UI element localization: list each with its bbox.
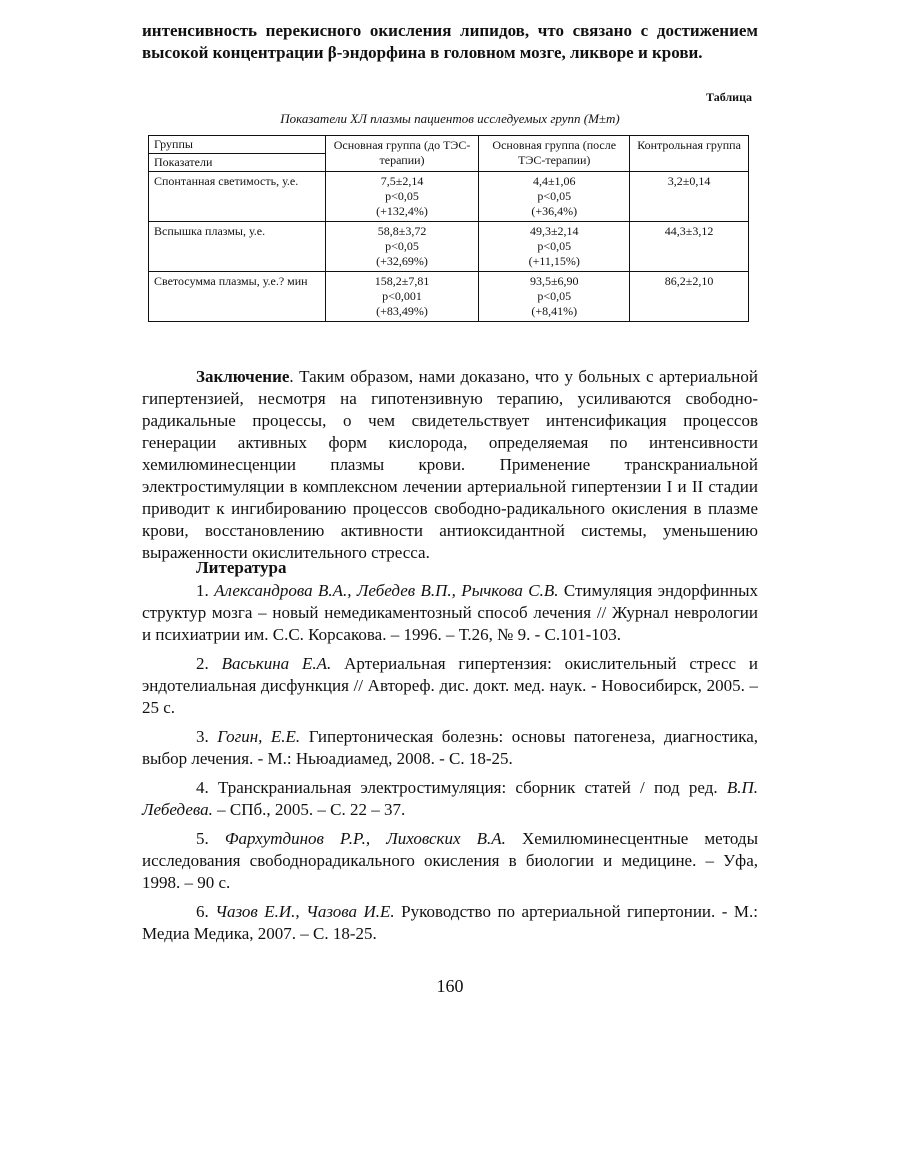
cell-after xyxy=(479,172,630,222)
cell-p: p<0,05 xyxy=(385,239,419,253)
table-row xyxy=(149,172,749,222)
cell-percent: (+8,41%) xyxy=(531,304,578,318)
ref-authors: Васькина Е.А. xyxy=(221,654,332,673)
cell-after xyxy=(479,272,630,322)
literature-heading: Литература xyxy=(196,558,287,577)
ref-number: 3. xyxy=(196,727,218,746)
table-label: Таблица xyxy=(706,90,752,104)
cell-p: p<0,001 xyxy=(382,289,422,303)
header-groups: Группы xyxy=(149,136,325,154)
header-col-main-after: Основная группа (после ТЭС-терапии) xyxy=(479,136,630,172)
table-header-row xyxy=(149,136,749,172)
cell-percent: (+83,49%) xyxy=(376,304,428,318)
reference-item xyxy=(142,580,758,646)
cell-value: 93,5±6,90 xyxy=(529,274,579,288)
ref-text: Хемилюминесцентные методы исследования свободнорадикального окисления в биологии и медицине. – Уфа, 1998. – 90 с. xyxy=(142,829,758,892)
cell-before xyxy=(325,172,479,222)
ref-authors: Фархутдинов Р.Р., Лиховских В.А. xyxy=(224,829,506,848)
cell-value: 158,2±7,81 xyxy=(374,274,430,288)
cell-value: 49,3±2,14 xyxy=(529,224,579,238)
cell-control: 86,2±2,10 xyxy=(630,272,749,322)
ref-number: 5. xyxy=(196,829,225,848)
cell-p: p<0,05 xyxy=(537,189,572,203)
cell-before xyxy=(325,222,479,272)
conclusion-text: . Таким образом, нами доказано, что у больных с артериальной гипертензией, несмотря на гипотензивную терапию, усиливаются свободно-радикальные процессы, о чем свидетельствует интенсификация процессов генерации активных форм кислорода, определяемая по интенсивности хемилюминесценции плазмы крови. Применение транскраниальной электростимуляции в комплексном лечении артериальной гипертензии I и II стадии приводит к ингибированию процессов свободно-радикального окисления в плазме крови, восстановлению активности антиоксидантной системы, уменьшению выраженности окислительного стресса. xyxy=(142,367,758,562)
row-indicator: Вспышка плазмы, у.е. xyxy=(149,222,326,272)
chemiluminescence-table xyxy=(148,135,749,322)
header-col-control: Контрольная группа xyxy=(630,136,749,172)
cell-control: 44,3±3,12 xyxy=(630,222,749,272)
cell-percent: (+36,4%) xyxy=(531,204,578,218)
row-indicator: Спонтанная светимость, у.е. xyxy=(149,172,326,222)
table-caption: Показатели ХЛ плазмы пациентов исследуемых групп (M±m) xyxy=(280,111,620,126)
ref-text: Гипертоническая болезнь: основы патогенеза, диагностика, выбор лечения. - М.: Ньюадиамед, 2008. - С. 18-25. xyxy=(142,727,759,768)
ref-number: 2. xyxy=(196,654,222,673)
ref-number: 1. xyxy=(196,581,215,600)
cell-p: p<0,05 xyxy=(537,239,572,253)
conclusion-lead: Заключение xyxy=(196,367,290,386)
cell-percent: (+132,4%) xyxy=(376,204,428,218)
ref-tail: – СПб., 2005. – С. 22 – 37. xyxy=(212,800,406,819)
ref-text: Артериальная гипертензия: окислительный стресс и эндотелиальная дисфункция // Автореф. дис. докт. мед. наук. - Новосибирск, 2005. – 25 с. xyxy=(142,654,758,717)
cell-p: p<0,05 xyxy=(537,289,572,303)
table-row xyxy=(149,272,749,322)
cell-value: 7,5±2,14 xyxy=(380,174,424,188)
header-groups-indicators xyxy=(149,136,326,172)
ref-text: Руководство по артериальной гипертонии. - М.: Медиа Медика, 2007. – С. 18-25. xyxy=(142,902,758,943)
ref-text: Стимуляция эндорфинных структур мозга – новый немедикаментозный способ лечения // Журнал неврологии и психиатрии им. С.С. Корсакова. – 1996. – Т.26, № 9. - С.101-103. xyxy=(142,581,758,644)
cell-before xyxy=(325,272,479,322)
cell-after xyxy=(479,222,630,272)
reference-item xyxy=(142,726,758,770)
table-row xyxy=(149,222,749,272)
intro-paragraph: интенсивность перекисного окисления липидов, что связано с достижением высокой концентрации β-эндорфина в головном мозге, ликворе и крови. xyxy=(142,21,758,62)
cell-p: p<0,05 xyxy=(385,189,419,203)
reference-item xyxy=(142,777,758,821)
cell-control: 3,2±0,14 xyxy=(630,172,749,222)
ref-authors: Александрова В.А., Лебедев В.П., Рычкова С.В. xyxy=(214,581,559,600)
cell-percent: (+32,69%) xyxy=(376,254,428,268)
ref-authors: Гогин, Е.Е. xyxy=(217,727,301,746)
row-indicator: Светосумма плазмы, у.е.? мин xyxy=(149,272,326,322)
ref-number: 4. xyxy=(196,778,218,797)
conclusion-paragraph xyxy=(142,366,758,564)
ref-number: 6. xyxy=(196,902,216,921)
ref-editor: В.П. Лебедева. xyxy=(142,778,758,819)
ref-authors: Чазов Е.И., Чазова И.Е. xyxy=(215,902,395,921)
header-col-main-before: Основная группа (до ТЭС-терапии) xyxy=(325,136,479,172)
cell-percent: (+11,15%) xyxy=(528,254,580,268)
cell-value: 58,8±3,72 xyxy=(377,224,427,238)
cell-value: 4,4±1,06 xyxy=(532,174,576,188)
page-number: 160 xyxy=(436,976,464,996)
ref-text: Транскраниальная электростимуляция: сборник статей / под ред. xyxy=(217,778,727,797)
reference-item xyxy=(142,828,758,894)
header-indicators: Показатели xyxy=(154,155,213,169)
reference-item xyxy=(142,901,758,945)
reference-list xyxy=(142,580,758,952)
reference-item xyxy=(142,653,758,719)
